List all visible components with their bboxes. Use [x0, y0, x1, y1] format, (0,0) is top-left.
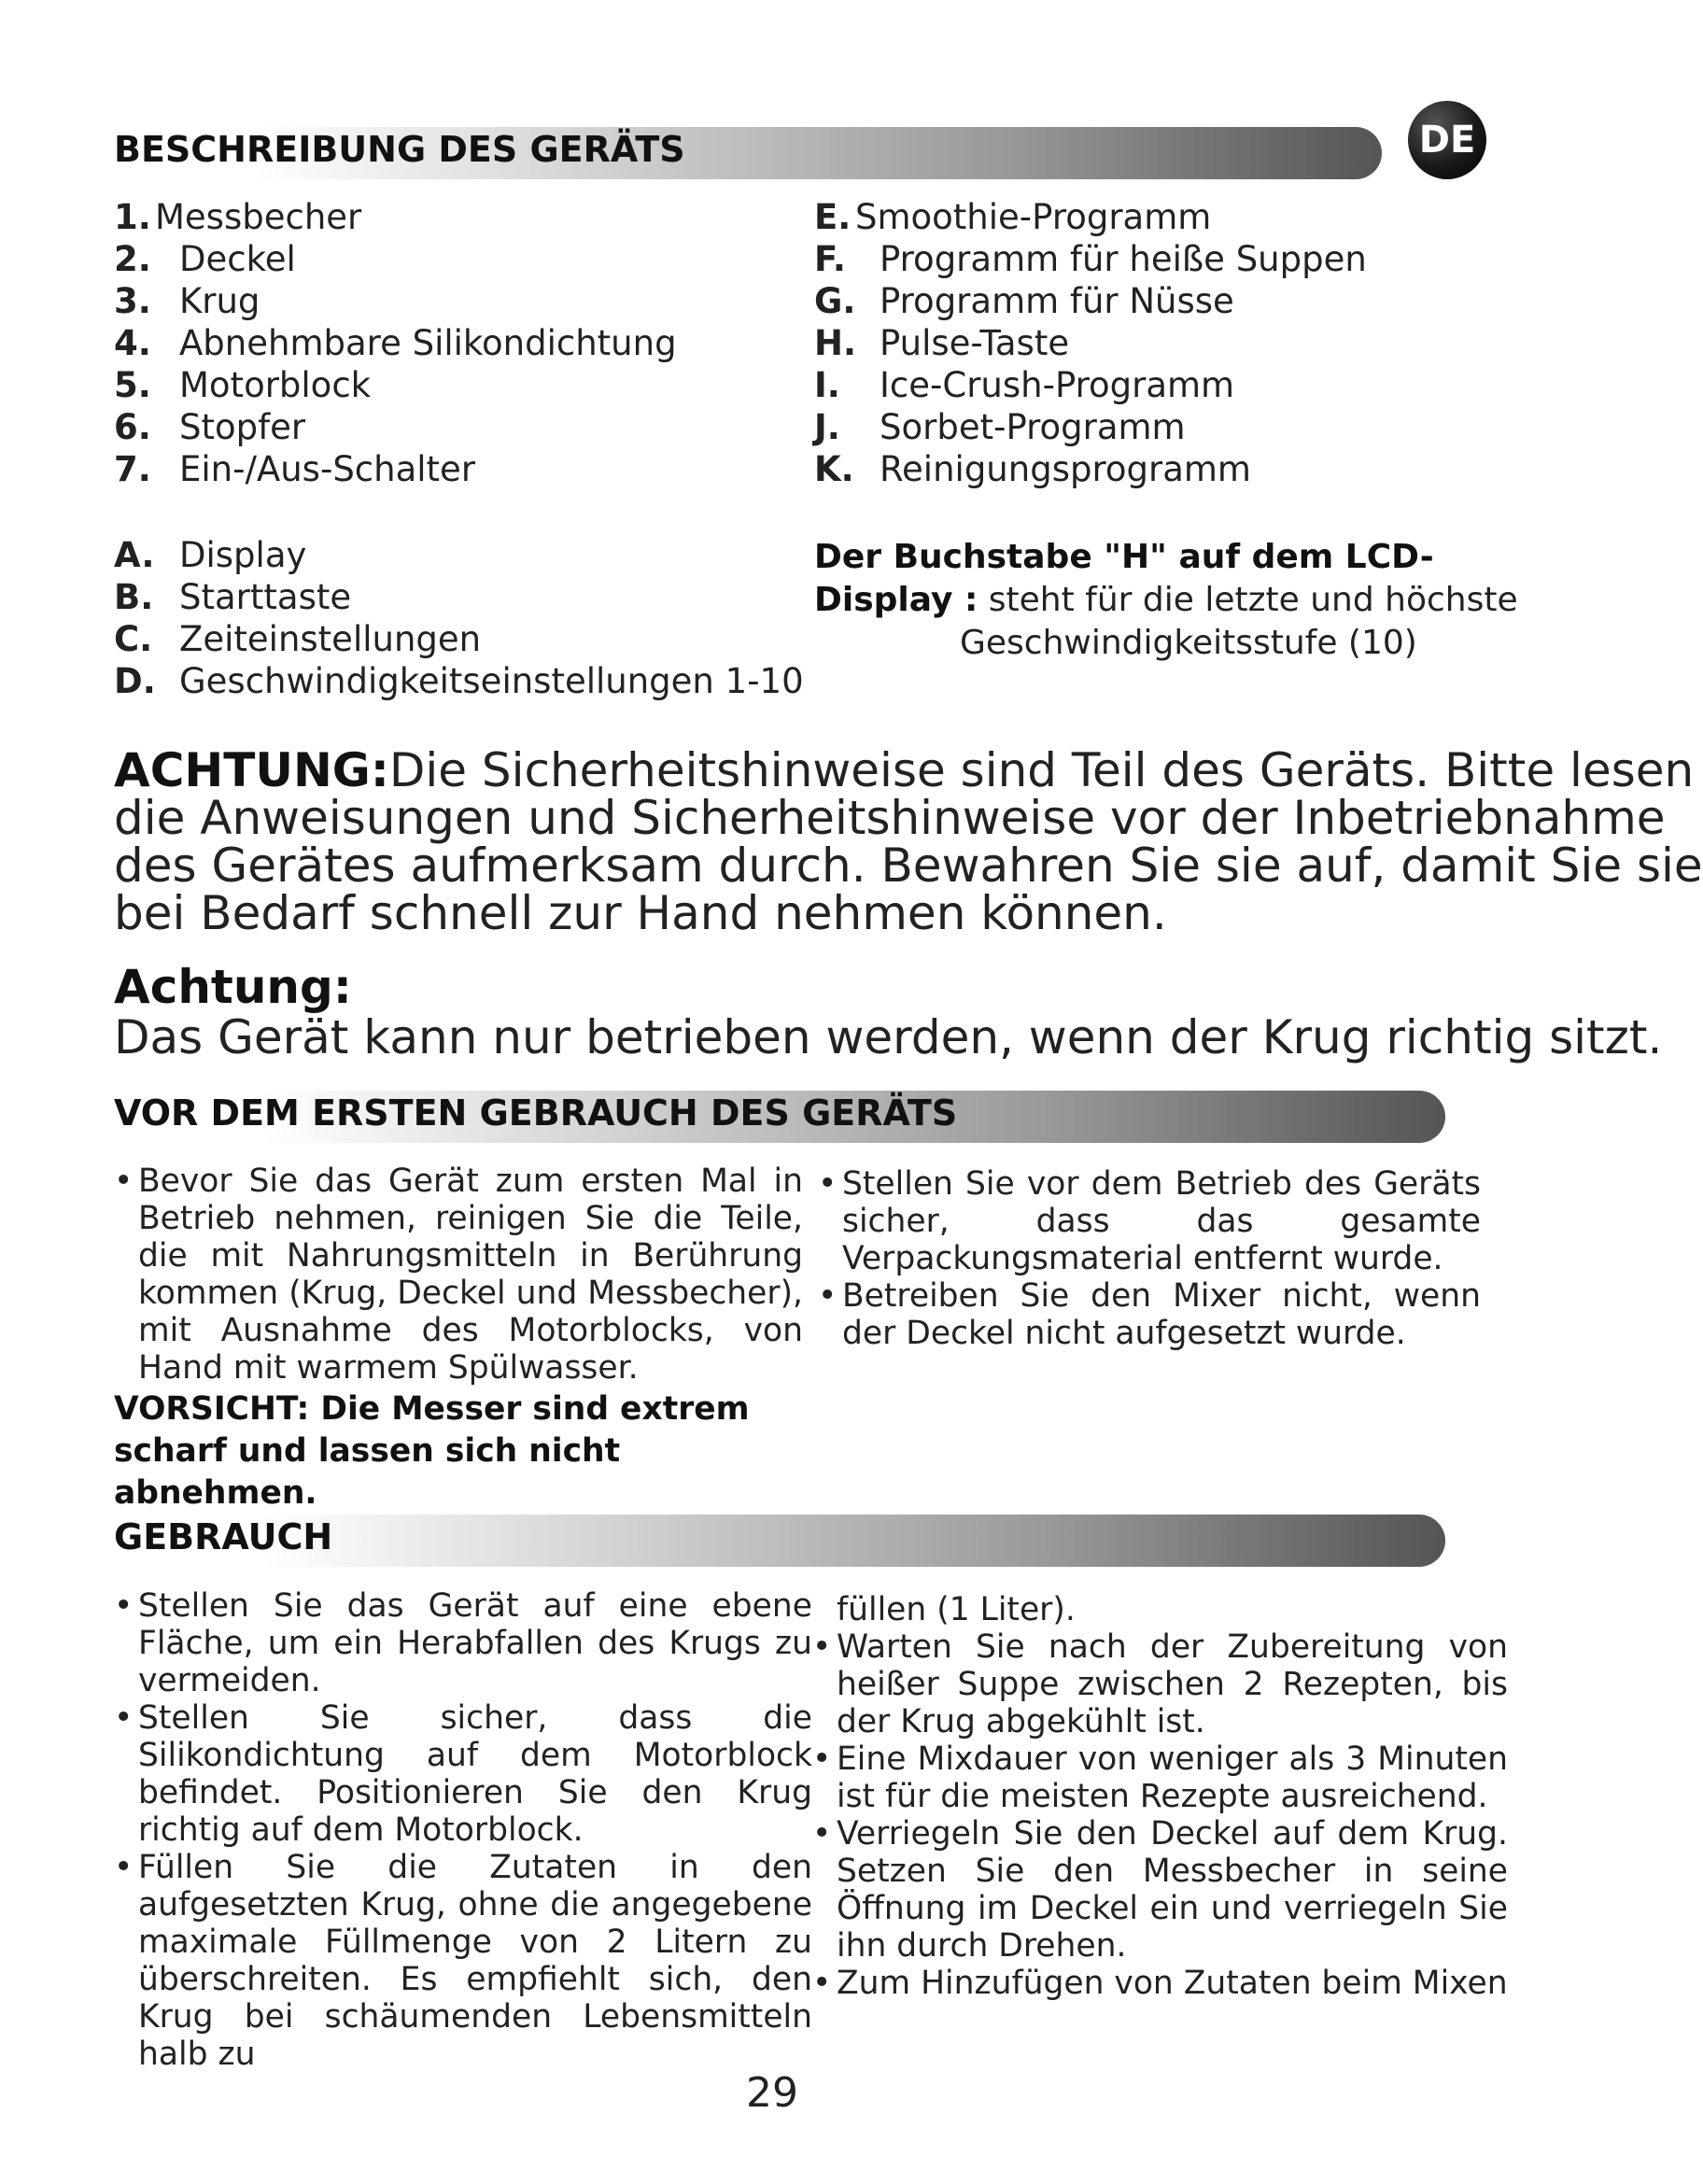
list-key: C. [114, 619, 153, 659]
list-item [114, 196, 362, 238]
section-title-usage: GEBRAUCH [114, 1516, 333, 1557]
list-item: • Betreiben Sie den Mixer nicht, wenn der Deckel nicht aufgesetzt wurde. [818, 1277, 1481, 1352]
lcd-note-text: steht für die letzte und höchste [978, 581, 1518, 619]
list-item: • Füllen Sie die Zutaten in den aufgesetzten Krug, ohne die angegebene maximale Füllmenge von 2 Litern zu überschreiten. Es empfiehlt sich, den Krug bei schäumenden Lebensmitteln halb zu [114, 1849, 812, 2073]
list-key: F. [814, 239, 846, 279]
list-item [814, 364, 1235, 406]
lcd-note [814, 536, 1524, 665]
list-text: Ice-Crush-Programm [880, 365, 1235, 405]
list-item [114, 280, 260, 322]
achtung-text: Das Gerät kann nur betrieben werden, wenn der Krug richtig sitzt. [114, 1010, 1663, 1064]
list-key: 3. [114, 281, 151, 321]
list-text: Pulse-Taste [880, 323, 1070, 363]
list-item [114, 238, 296, 280]
list-text: Deckel [179, 239, 296, 279]
caution-note: VORSICHT: Die Messer sind extrem scharf und lassen sich nicht abnehmen. [114, 1390, 750, 1512]
section-title-first-use: VOR DEM ERSTEN GEBRAUCH DES GERÄTS [114, 1092, 958, 1134]
list-item [814, 280, 1234, 322]
warning-line-3: des Gerätes aufmerksam durch. Bewahren Sie sie auf, damit Sie sie [114, 838, 1703, 893]
list-item [814, 238, 1367, 280]
list-item [114, 364, 372, 406]
safety-warning [114, 743, 1703, 940]
list-item: • Verriegeln Sie den Deckel auf dem Krug. Setzen Sie den Messbecher in seine Öffnung im Deckel ein und verriegeln Sie ihn durch Drehen. [812, 1815, 1508, 1965]
list-item [114, 448, 476, 490]
list-key: G. [814, 281, 856, 321]
list-item [114, 660, 804, 702]
first-use-left-column [114, 1162, 803, 1515]
list-item [114, 322, 677, 364]
list-text: Messbecher [155, 197, 362, 237]
list-key: 4. [114, 323, 151, 363]
section-title-description: BESCHREIBUNG DES GERÄTS [114, 129, 685, 170]
list-key: K. [814, 449, 854, 489]
lcd-note-bold-line: Der Buchstabe "H" auf dem LCD- [814, 538, 1434, 576]
list-item [114, 406, 306, 448]
list-text: Programm für Nüsse [880, 281, 1234, 321]
list-item: • Stellen Sie vor dem Betrieb des Geräts sicher, dass das gesamte Verpackungsmaterial entfernt wurde. [818, 1165, 1481, 1277]
first-use-right-column [818, 1165, 1481, 1352]
list-text: Krug [179, 281, 260, 321]
warning-label: ACHTUNG: [114, 743, 389, 797]
list-text: Motorblock [179, 365, 372, 405]
list-text: Abnehmbare Silikondichtung [179, 323, 677, 363]
list-item [814, 406, 1186, 448]
list-key: A. [114, 535, 155, 575]
list-text: Display [179, 535, 307, 575]
list-item [814, 196, 1212, 238]
list-key: B. [114, 577, 154, 617]
warning-line-2: die Anweisungen und Sicherheitshinweise vor der Inbetriebnahme [114, 791, 1666, 845]
list-text: Zeiteinstellungen [179, 619, 482, 659]
achtung-title: Achtung: [114, 960, 352, 1014]
list-item: • Zum Hinzufügen von Zutaten beim Mixen [812, 1965, 1508, 2002]
list-text: Reinigungsprogramm [880, 449, 1251, 489]
list-text: Starttaste [179, 577, 352, 617]
list-text: Stopfer [179, 407, 306, 447]
list-key: I. [814, 365, 840, 405]
lcd-note-bold-label: Display : [814, 581, 978, 619]
list-item [114, 534, 307, 576]
list-item: • Stellen Sie das Gerät auf eine ebene Fläche, um ein Herabfallen des Krugs zu vermeiden. [114, 1587, 812, 1699]
list-key: 5. [114, 365, 151, 405]
lcd-note-text-2: Geschwindigkeitsstufe (10) [960, 624, 1417, 662]
warning-line-1: Die Sicherheitshinweise sind Teil des Geräts. Bitte lesen [388, 743, 1695, 797]
continuation-text: füllen (1 Liter). [837, 1591, 1076, 1628]
list-key: H. [814, 323, 857, 363]
list-key: J. [814, 407, 840, 447]
list-item: • Eine Mixdauer von weniger als 3 Minuten ist für die meisten Rezepte ausreichend. [812, 1740, 1508, 1815]
page-number: 29 [746, 2069, 798, 2117]
list-key: 6. [114, 407, 151, 447]
usage-right-column [812, 1591, 1508, 2002]
list-item [114, 618, 482, 660]
list-item: • Stellen Sie sicher, dass die Silikondichtung auf dem Motorblock befindet. Positionieren Sie den Krug richtig auf dem Motorblock. [114, 1699, 812, 1849]
list-item [814, 448, 1251, 490]
list-item: • Bevor Sie das Gerät zum ersten Mal in Betrieb nehmen, reinigen Sie die Teile, die mit Nahrungsmitteln in Berührung kommen (Krug, Deckel und Messbecher), mit Ausnahme des Motorblocks, von Hand mit warmem Spülwasser. [114, 1162, 803, 1387]
list-text: Geschwindigkeitseinstellungen 1-10 [179, 661, 804, 701]
list-key: 2. [114, 239, 151, 279]
list-text: Ein-/Aus-Schalter [179, 449, 476, 489]
warning-line-4: bei Bedarf schnell zur Hand nehmen können. [114, 886, 1167, 940]
list-key: E. [814, 197, 852, 237]
list-item [114, 576, 352, 618]
language-badge: DE [1408, 101, 1486, 179]
list-key: 7. [114, 449, 151, 489]
list-item: • Warten Sie nach der Zubereitung von heißer Suppe zwischen 2 Rezepten, bis der Krug abgekühlt ist. [812, 1628, 1508, 1740]
list-text: Programm für heiße Suppen [880, 239, 1367, 279]
list-key: D. [114, 661, 156, 701]
list-text: Sorbet-Programm [880, 407, 1186, 447]
list-key: 1. [114, 197, 151, 237]
list-item [814, 322, 1070, 364]
list-text: Smoothie-Programm [855, 197, 1212, 237]
usage-left-column [114, 1587, 812, 2073]
